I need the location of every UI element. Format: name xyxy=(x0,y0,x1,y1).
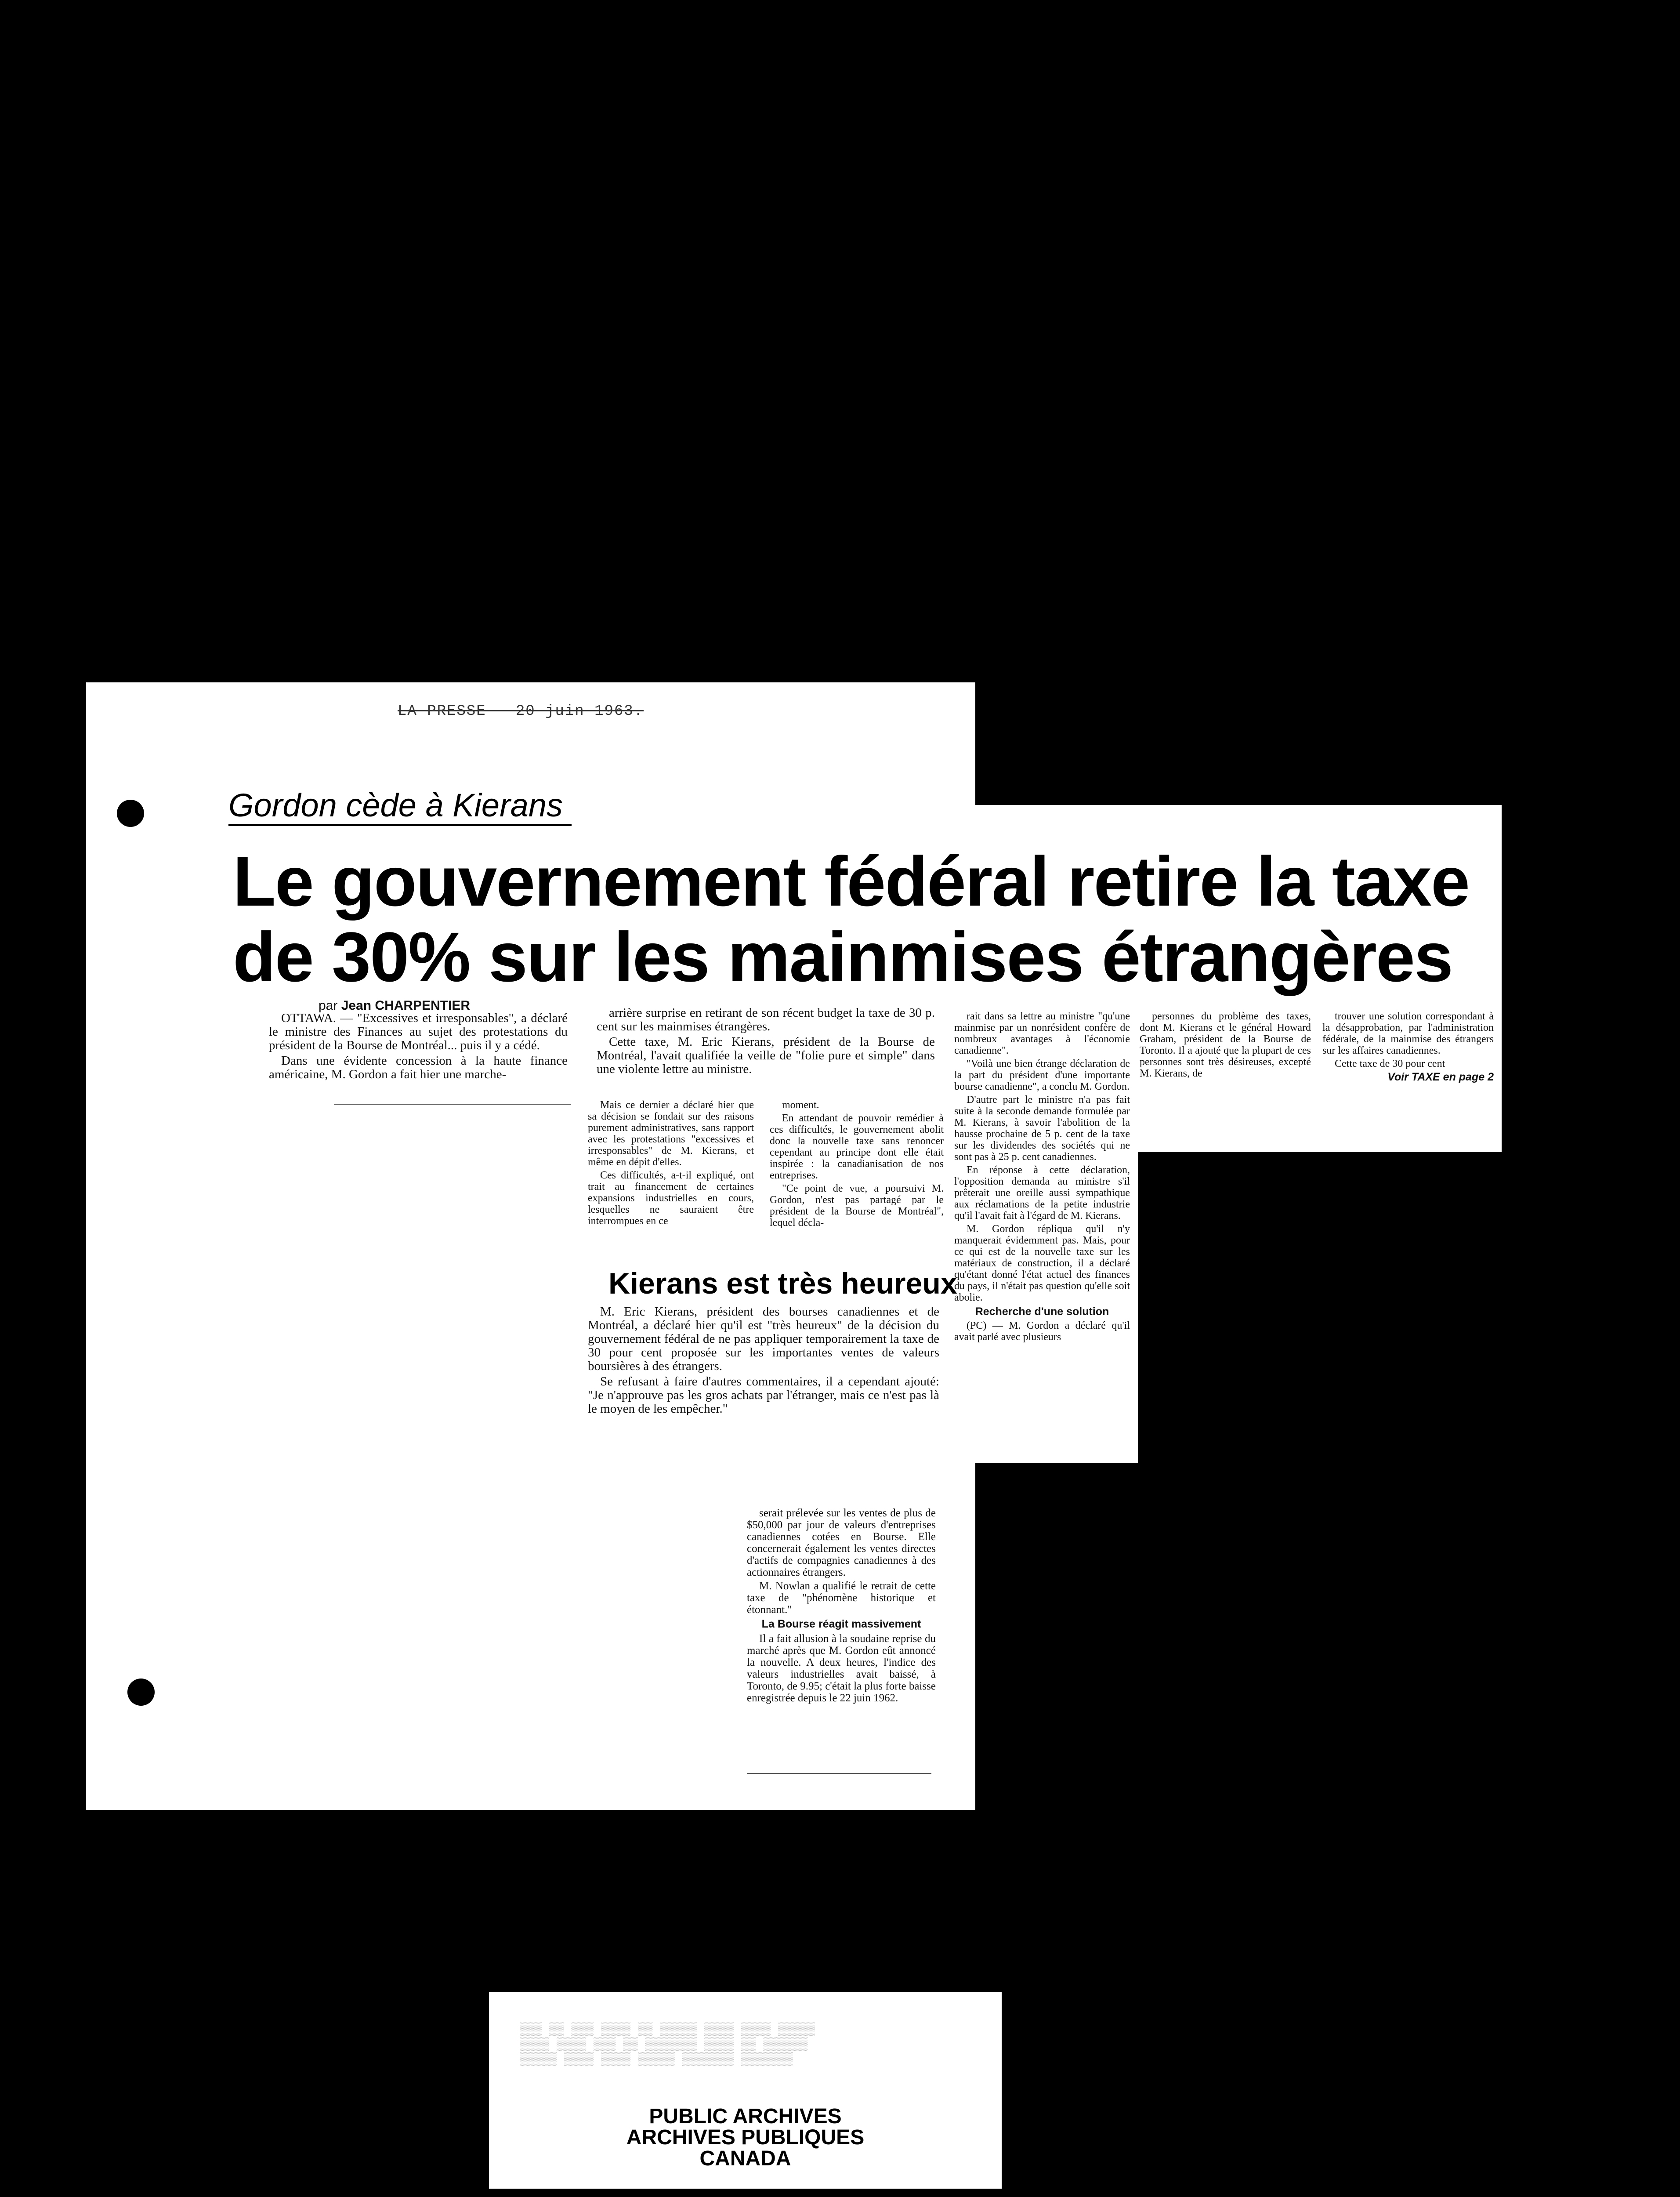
archive-line-3: CANADA xyxy=(699,2147,791,2170)
headline-line-1: Le gouvernement fédéral retire la taxe xyxy=(233,842,1469,921)
subhead-kierans: Kierans est très heureux xyxy=(608,1267,957,1300)
kierans-section xyxy=(588,1305,939,1418)
column-3-paragraph: D'autre part le ministre n'a pas fait suite à la seconde demande formulée par M. Kierans, à savoir l'abolition de la hausse prochaine de 5 p. cent de la taxe sur les dividendes des sociétés qui ne sont pas à 25 p. cent canadiennes. xyxy=(954,1094,1130,1163)
column-2-paragraph: Cette taxe, M. Eric Kierans, président de la Bourse de Montréal, l'avait qualifiée la veille de "folie pure et simple" dans une violente lettre au ministre. xyxy=(597,1035,935,1076)
column-3 xyxy=(954,1011,1130,1345)
archive-card-faded-notes: ▒▒▒ ▒▒ ▒▒▒ ▒▒▒▒ ▒▒ ▒▒▒▒▒ ▒▒▒▒ ▒▒▒▒ ▒▒▒▒▒ ▒▒▒▒ ▒▒▒▒ ▒▒▒ ▒▒ ▒▒▒▒▒▒▒ ▒▒▒▒ ▒▒ ▒▒▒▒▒▒ ▒▒▒▒▒ ▒▒▒▒ ▒▒▒▒ ▒▒▒▒▒ ▒▒▒▒▒▒▒ ▒▒▒▒▒▒▒ xyxy=(520,2023,815,2066)
column-6-paragraph: Il a fait allusion à la soudaine reprise du marché après que M. Gordon eût annoncé la nouvelle. A deux heures, l'indice des valeurs industrielles avait baissé, à Toronto, de 9.95; c'était la plus forte baisse enregistrée depuis le 22 juin 1962. xyxy=(747,1633,936,1704)
column-2-paragraph: arrière surprise en retirant de son récent budget la taxe de 30 p. cent sur les mainmises étrangères. xyxy=(597,1006,935,1033)
column-2b xyxy=(770,1099,944,1230)
column-3-paragraph: "Voilà une bien étrange déclaration de la part du président d'une importante bourse canadienne", a conclu M. Gordon. xyxy=(954,1058,1130,1092)
byline-name: Jean CHARPENTIER xyxy=(341,998,471,1013)
column-2a-paragraph: Ces difficultés, a-t-il expliqué, ont trait au financement de certaines expansions industrielles en cours, lesquelles ne sauraient être interrompues en ce xyxy=(588,1170,754,1227)
column-5 xyxy=(1322,1011,1494,1083)
column-4 xyxy=(1140,1011,1311,1081)
column-6 xyxy=(747,1507,936,1706)
column-5-paragraph: trouver une solution correspondant à la désapprobation, par l'administration fédérale, de la mainmise des étrangers sur les affaires canadiennes. xyxy=(1322,1011,1494,1056)
headline-line-2: de 30% sur les mainmises étrangères xyxy=(233,917,1452,996)
section-heading: Recherche d'une solution xyxy=(975,1305,1109,1318)
archive-line-1: PUBLIC ARCHIVES xyxy=(649,2105,842,2128)
column-2-top xyxy=(597,1006,935,1078)
archive-card-label xyxy=(489,2106,1002,2169)
column-4-paragraph: personnes du problème des taxes, dont M. Kierans et le général Howard Graham, président de la Bourse de Toronto. Il a ajouté que la plupart de ces personnes sont très désireuses, excepté M. Kierans, de xyxy=(1140,1011,1311,1079)
column-2b-paragraph: "Ce point de vue, a poursuivi M. Gordon, n'est pas partagé par le président de la Bourse de Montréal", lequel décla- xyxy=(770,1183,944,1229)
archive-line-2: ARCHIVES PUBLIQUES xyxy=(626,2126,865,2149)
column-rule xyxy=(334,1104,571,1105)
column-3-paragraph: (PC) — M. Gordon a déclaré qu'il avait parlé avec plusieurs xyxy=(954,1320,1130,1343)
main-headline xyxy=(233,844,1469,995)
section-heading: La Bourse réagit massivement xyxy=(761,1618,921,1630)
archive-card xyxy=(489,1992,1002,2189)
byline-prefix: par xyxy=(319,998,338,1013)
column-rule xyxy=(747,1773,931,1774)
kicker-headline: Gordon cède à Kierans xyxy=(228,787,572,826)
column-1-paragraph: OTTAWA. — "Excessives et irresponsables", a déclaré le ministre des Finances au sujet des protestations du président de la Bourse de Montréal... puis il y a cédé. xyxy=(269,1011,568,1052)
column-6-paragraph: M. Nowlan a qualifié le retrait de cette taxe de "phénomène historique et étonnant." xyxy=(747,1580,936,1616)
source-stamp: LA PRESSE - 20 juin 1963. xyxy=(398,703,644,720)
column-1 xyxy=(269,1011,568,1083)
column-2b-paragraph: moment. xyxy=(782,1099,819,1111)
column-3-paragraph: En réponse à cette déclaration, l'opposition demanda au ministre s'il prêterait une oreille aussi sympathique aux réclamations de la petite industrie qu'il l'avait fait à l'égard de M. Kierans. xyxy=(954,1164,1130,1222)
column-3-paragraph: rait dans sa lettre au ministre "qu'une mainmise par un nonrésident confère de nombreux avantages à l'économie canadienne". xyxy=(954,1011,1130,1056)
column-3-paragraph: M. Gordon répliqua qu'il n'y manquerait évidemment pas. Mais, pour ce qui est de la nouvelle taxe sur les matériaux de construction, il a déclaré qu'étant donné l'état actuel des finances du pays, il n'était pas question qu'elle soit abolie. xyxy=(954,1223,1130,1303)
kierans-paragraph: Se refusant à faire d'autres commentaires, il a cependant ajouté: "Je n'approuve pas les gros achats par l'étranger, mais ce n'est pas là le moyen de les empêcher." xyxy=(588,1374,939,1416)
column-1-paragraph: Dans une évidente concession à la haute finance américaine, M. Gordon a fait hier une marche- xyxy=(269,1054,568,1081)
column-2b-paragraph: En attendant de pouvoir remédier à ces difficultés, le gouvernement abolit donc la nouvelle taxe sans renoncer cependant au principe dont elle était inspirée : la canadianisation de nos entreprises. xyxy=(770,1113,944,1181)
column-2a xyxy=(588,1099,754,1229)
column-2a-paragraph: Mais ce dernier a déclaré hier que sa décision se fondait sur des raisons purement administratives, sans rapport avec les protestations "excessives et irresponsables" de M. Kierans, et même en dépit d'elles. xyxy=(588,1099,754,1168)
punch-hole-bottom xyxy=(127,1679,155,1706)
jump-line: Voir TAXE en page 2 xyxy=(1387,1071,1494,1083)
punch-hole-top xyxy=(117,800,144,827)
column-6-paragraph: serait prélevée sur les ventes de plus de $50,000 par jour de valeurs d'entreprises canadiennes cotées en Bourse. Elle concernerait également les ventes directes d'actifs de compagnies canadiennes à des actionnaires étrangers. xyxy=(747,1507,936,1578)
kierans-paragraph: M. Eric Kierans, président des bourses canadiennes et de Montréal, a déclaré hier qu'il est "très heureux" de la décision du gouvernement fédéral de ne pas appliquer temporairement la taxe de 30 pour cent proposée sur les importantes ventes de valeurs boursières à des étrangers. xyxy=(588,1305,939,1373)
column-5-paragraph: Cette taxe de 30 pour cent xyxy=(1335,1058,1445,1069)
